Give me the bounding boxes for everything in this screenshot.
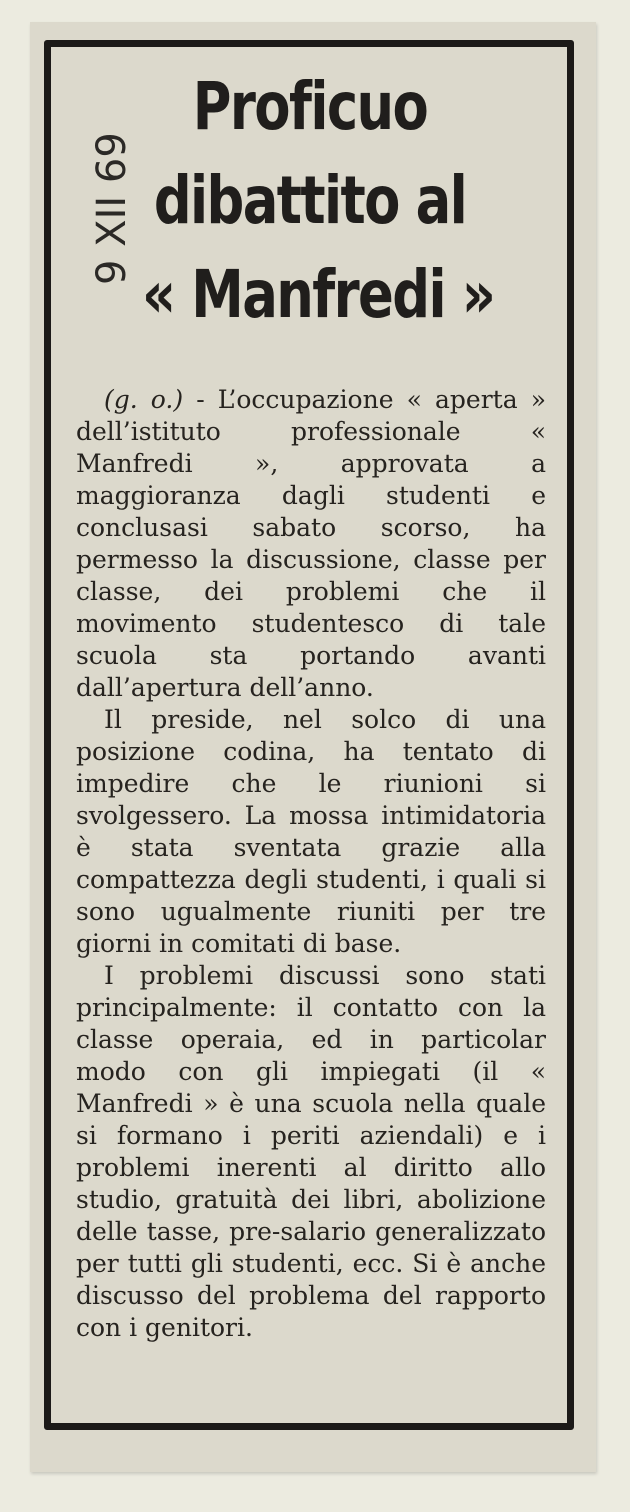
byline: (g. o.): [104, 385, 184, 414]
handwritten-date: 9 XII 69: [89, 132, 135, 285]
article-paragraph-2: Il preside, nel solco di una posizione codina, ha tentato di impedire che le riunioni si svolgessero. La mossa intimidatoria è stata sventata grazie alla compattezza degli studenti, i quali si sono ugualmente riuniti per tre giorni in comitati di base.: [76, 705, 546, 958]
headline-line-1: Proficuo: [192, 68, 428, 145]
headline-line-3: « Manfredi »: [142, 256, 495, 333]
paragraph-1-text: - L’occupazione « aperta » dell’istituto professionale « Manfredi », approvata a maggioranza dagli studenti e conclusasi sabato scorso, ha permesso la discussione, classe per classe, dei problemi che il movimento studentesco di tale scuola sta portando avanti dall’apertura dell’anno.: [76, 385, 547, 702]
article-paragraph-1: [76, 384, 546, 704]
article-body: [76, 384, 546, 1344]
headline: [142, 60, 495, 342]
headline-line-2: dibattito al: [153, 162, 467, 239]
article-paragraph-3: I problemi discussi sono stati principalmente: il contatto con la classe operaia, ed in particolar modo con gli impiegati (il « Manfredi » è una scuola nella quale si formano i periti aziendali) e i problemi inerenti al diritto allo studio, gratuità dei libri, abolizione delle tasse, pre-salario generalizzato per tutti gli studenti, ecc. Si è anche discusso del problema del rapporto con i genitori.: [76, 961, 546, 1342]
